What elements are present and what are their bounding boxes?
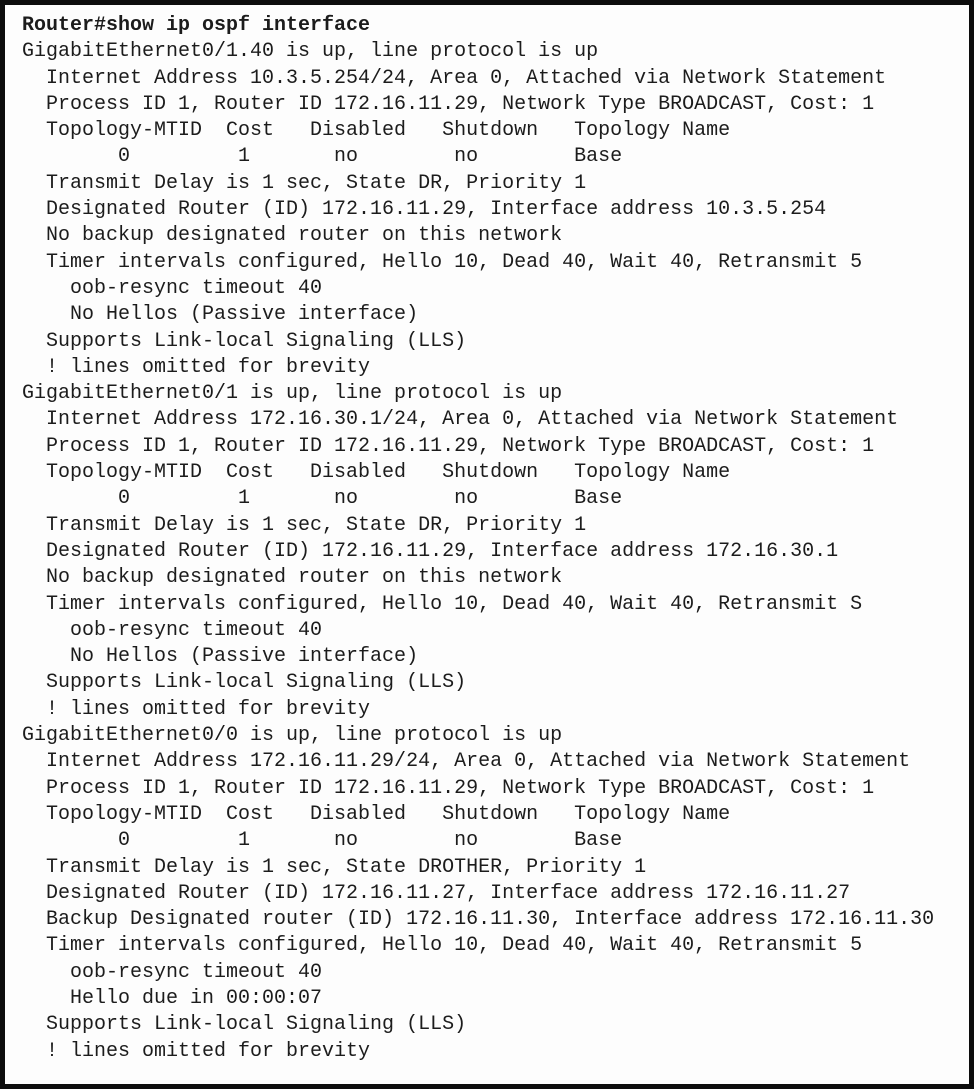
terminal-line: oob-resync timeout 40 — [22, 960, 323, 984]
terminal-line: No backup designated router on this network — [22, 566, 563, 590]
terminal-line: Designated Router (ID) 172.16.11.27, Interface address 172.16.11.27 — [22, 881, 851, 905]
terminal-line: 0 1 no no Base — [22, 487, 623, 511]
terminal-line: GigabitEthernet0/1.40 is up, line protocol is up — [22, 40, 599, 64]
terminal-line: 0 1 no no Base — [22, 829, 623, 853]
terminal-line: Designated Router (ID) 172.16.11.29, Interface address 172.16.30.1 — [22, 539, 839, 563]
terminal-line: Transmit Delay is 1 sec, State DR, Priority 1 — [22, 513, 587, 537]
terminal-line: Internet Address 172.16.30.1/24, Area 0, Attached via Network Statement — [22, 408, 899, 432]
terminal-line: Backup Designated router (ID) 172.16.11.30, Interface address 172.16.11.30 — [22, 908, 935, 932]
terminal-line: Process ID 1, Router ID 172.16.11.29, Network Type BROADCAST, Cost: 1 — [22, 776, 875, 800]
terminal-line: No backup designated router on this network — [22, 224, 563, 248]
terminal-line: Supports Link-local Signaling (LLS) — [22, 1013, 467, 1037]
terminal-line: Hello due in 00:00:07 — [22, 986, 323, 1010]
terminal-line: Supports Link-local Signaling (LLS) — [22, 329, 467, 353]
terminal-line: GigabitEthernet0/1 is up, line protocol is up — [22, 382, 563, 406]
terminal-line: oob-resync timeout 40 — [22, 276, 323, 300]
terminal-line: Topology-MTID Cost Disabled Shutdown Topology Name — [22, 461, 731, 485]
terminal-line: Supports Link-local Signaling (LLS) — [22, 671, 467, 695]
terminal-line: oob-resync timeout 40 — [22, 618, 323, 642]
terminal-lines — [22, 39, 965, 1065]
terminal-line: Transmit Delay is 1 sec, State DROTHER, Priority 1 — [22, 855, 647, 879]
terminal-line: No Hellos (Passive interface) — [22, 303, 419, 327]
terminal-line: Internet Address 10.3.5.254/24, Area 0, Attached via Network Statement — [22, 66, 887, 90]
terminal-line: Process ID 1, Router ID 172.16.11.29, Network Type BROADCAST, Cost: 1 — [22, 92, 875, 116]
terminal-line: Timer intervals configured, Hello 10, Dead 40, Wait 40, Retransmit 5 — [22, 250, 863, 274]
terminal-line: ! lines omitted for brevity — [22, 355, 371, 379]
terminal-line: ! lines omitted for brevity — [22, 1039, 371, 1063]
terminal-line: No Hellos (Passive interface) — [22, 645, 419, 669]
terminal-line: Timer intervals configured, Hello 10, Dead 40, Wait 40, Retransmit 5 — [22, 934, 863, 958]
terminal-line: 0 1 no no Base — [22, 145, 623, 169]
terminal-line: Topology-MTID Cost Disabled Shutdown Topology Name — [22, 119, 731, 143]
terminal-line: Topology-MTID Cost Disabled Shutdown Topology Name — [22, 802, 731, 826]
terminal-line: Transmit Delay is 1 sec, State DR, Priority 1 — [22, 171, 587, 195]
terminal-line: Process ID 1, Router ID 172.16.11.29, Network Type BROADCAST, Cost: 1 — [22, 434, 875, 458]
command-line: Router#show ip ospf interface — [22, 14, 371, 37]
terminal-line: Timer intervals configured, Hello 10, Dead 40, Wait 40, Retransmit S — [22, 592, 863, 616]
terminal-line: Internet Address 172.16.11.29/24, Area 0, Attached via Network Statement — [22, 750, 911, 774]
terminal-line: Designated Router (ID) 172.16.11.29, Interface address 10.3.5.254 — [22, 198, 827, 222]
terminal-line: ! lines omitted for brevity — [22, 697, 371, 721]
terminal-line: GigabitEthernet0/0 is up, line protocol is up — [22, 724, 563, 748]
